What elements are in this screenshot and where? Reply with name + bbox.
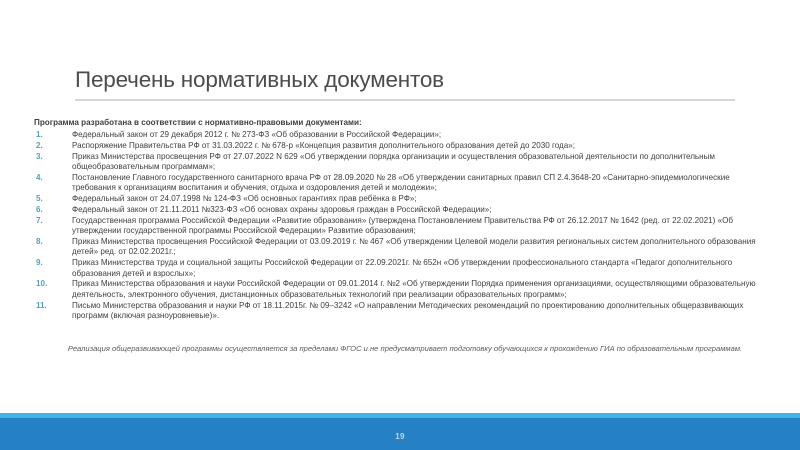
- list-item-number: 10.: [36, 279, 48, 289]
- list-item: [34, 194, 771, 204]
- title-block: [75, 68, 735, 101]
- list-item-number: 1.: [36, 130, 43, 140]
- list-item: [34, 130, 771, 140]
- footnote-text: Реализация общеразвивающей программы осуществляется за пределами ФГОС и не предусматривает подготовку обучающихся к прохождению ГИА по образовательным программам.: [67, 344, 743, 353]
- list-item-text: Федеральный закон от 29 декабря 2012 г. № 273-ФЗ «Об образовании в Российской Федерации»;: [72, 130, 442, 140]
- list-item-text: Приказ Министерства просвещения РФ от 27.07.2022 N 629 «Об утверждении порядка организации и осуществления образовательной деятельности по дополнительным общеобразовательным программам»;: [72, 152, 715, 172]
- list-item: [34, 152, 771, 173]
- list-item-number: 5.: [36, 194, 43, 204]
- list-item-text: Приказ Министерства просвещения Российской Федерации от 03.09.2019 г. № 467 «Об утверждении Целевой модели развития региональных систем дополнительного образования детей» ред. от 02.02.2021г.;: [72, 237, 756, 257]
- normative-documents-list: [34, 130, 771, 321]
- list-item-number: 4.: [36, 173, 43, 183]
- list-item: [34, 205, 771, 215]
- list-item-text: Распоряжение Правительства РФ от 31.03.2022 г. № 678-р «Концепция развития дополнительного образования детей до 2030 года»;: [72, 141, 576, 151]
- list-item-number: 2.: [36, 141, 43, 151]
- list-item-number: 6.: [36, 205, 43, 215]
- list-item-number: 7.: [36, 216, 43, 226]
- body-content: [34, 118, 771, 322]
- list-item-number: 8.: [36, 237, 43, 247]
- list-item: [34, 237, 771, 258]
- list-item: [34, 258, 771, 279]
- slide-number: 19: [395, 432, 405, 441]
- list-item: [34, 141, 771, 151]
- title-divider: [75, 99, 735, 101]
- list-item-text: Письмо Министерства образования и науки РФ от 18.11.2015г. № 09–3242 «О направлении Методических рекомендаций по проектированию дополнительных общеразвивающих программ (включая разноуровневые)».: [72, 300, 744, 320]
- list-item-text: Приказ Министерства труда и социальной защиты Российской Федерации от 22.09.2021г. № 652н «Об утверждении профессионального стандарта «Педагог дополнительного образования детей и взрослых»;: [72, 258, 733, 278]
- list-item-text: Приказ Министерства образования и науки Российской Федерации от 09.01.2014 г. №2 «Об утверждении Порядка применения организациями, осуществляющими образовательную деятельность, электронного обучения, дистанционных образовательных технологий при реализации образовательных программ»;: [72, 279, 756, 299]
- list-item-number: 11.: [36, 300, 47, 310]
- list-item-text: Федеральный закон от 21.11.2011 №323-ФЗ «Об основах охраны здоровья граждан в Российской Федерации»;: [72, 205, 492, 215]
- list-item: [34, 173, 771, 194]
- list-item-text: Постановление Главного государственного санитарного врача РФ от 28.09.2020 № 28 «Об утверждении санитарных правил СП 2.4.3648-20 «Санитарно-эпидемиологические требования к организациям воспитания и обучения, отдыха и оздоровления детей и молодежи»;: [72, 173, 730, 193]
- intro-paragraph: Программа разработана в соответствии с нормативно-правовыми документами:: [34, 118, 362, 127]
- list-item: [34, 216, 771, 237]
- list-item: [34, 279, 771, 300]
- list-item-number: 9.: [36, 258, 43, 268]
- list-item: [34, 301, 771, 322]
- list-item-text: Федеральный закон от 24.07.1998 № 124-ФЗ «Об основных гарантиях прав ребёнка в РФ»;: [72, 194, 417, 204]
- list-item-text: Государственная программа Российской Федерации «Развитие образования» (утверждена Постановлением Правительства РФ от 26.12.2017 № 1642 (ред. от 22.02.2021) «Об утверждении государственной программы Российской Федерации» Развитие образования;: [72, 216, 734, 236]
- list-item-number: 3.: [36, 152, 43, 162]
- page-title: Перечень нормативных документов: [75, 67, 444, 92]
